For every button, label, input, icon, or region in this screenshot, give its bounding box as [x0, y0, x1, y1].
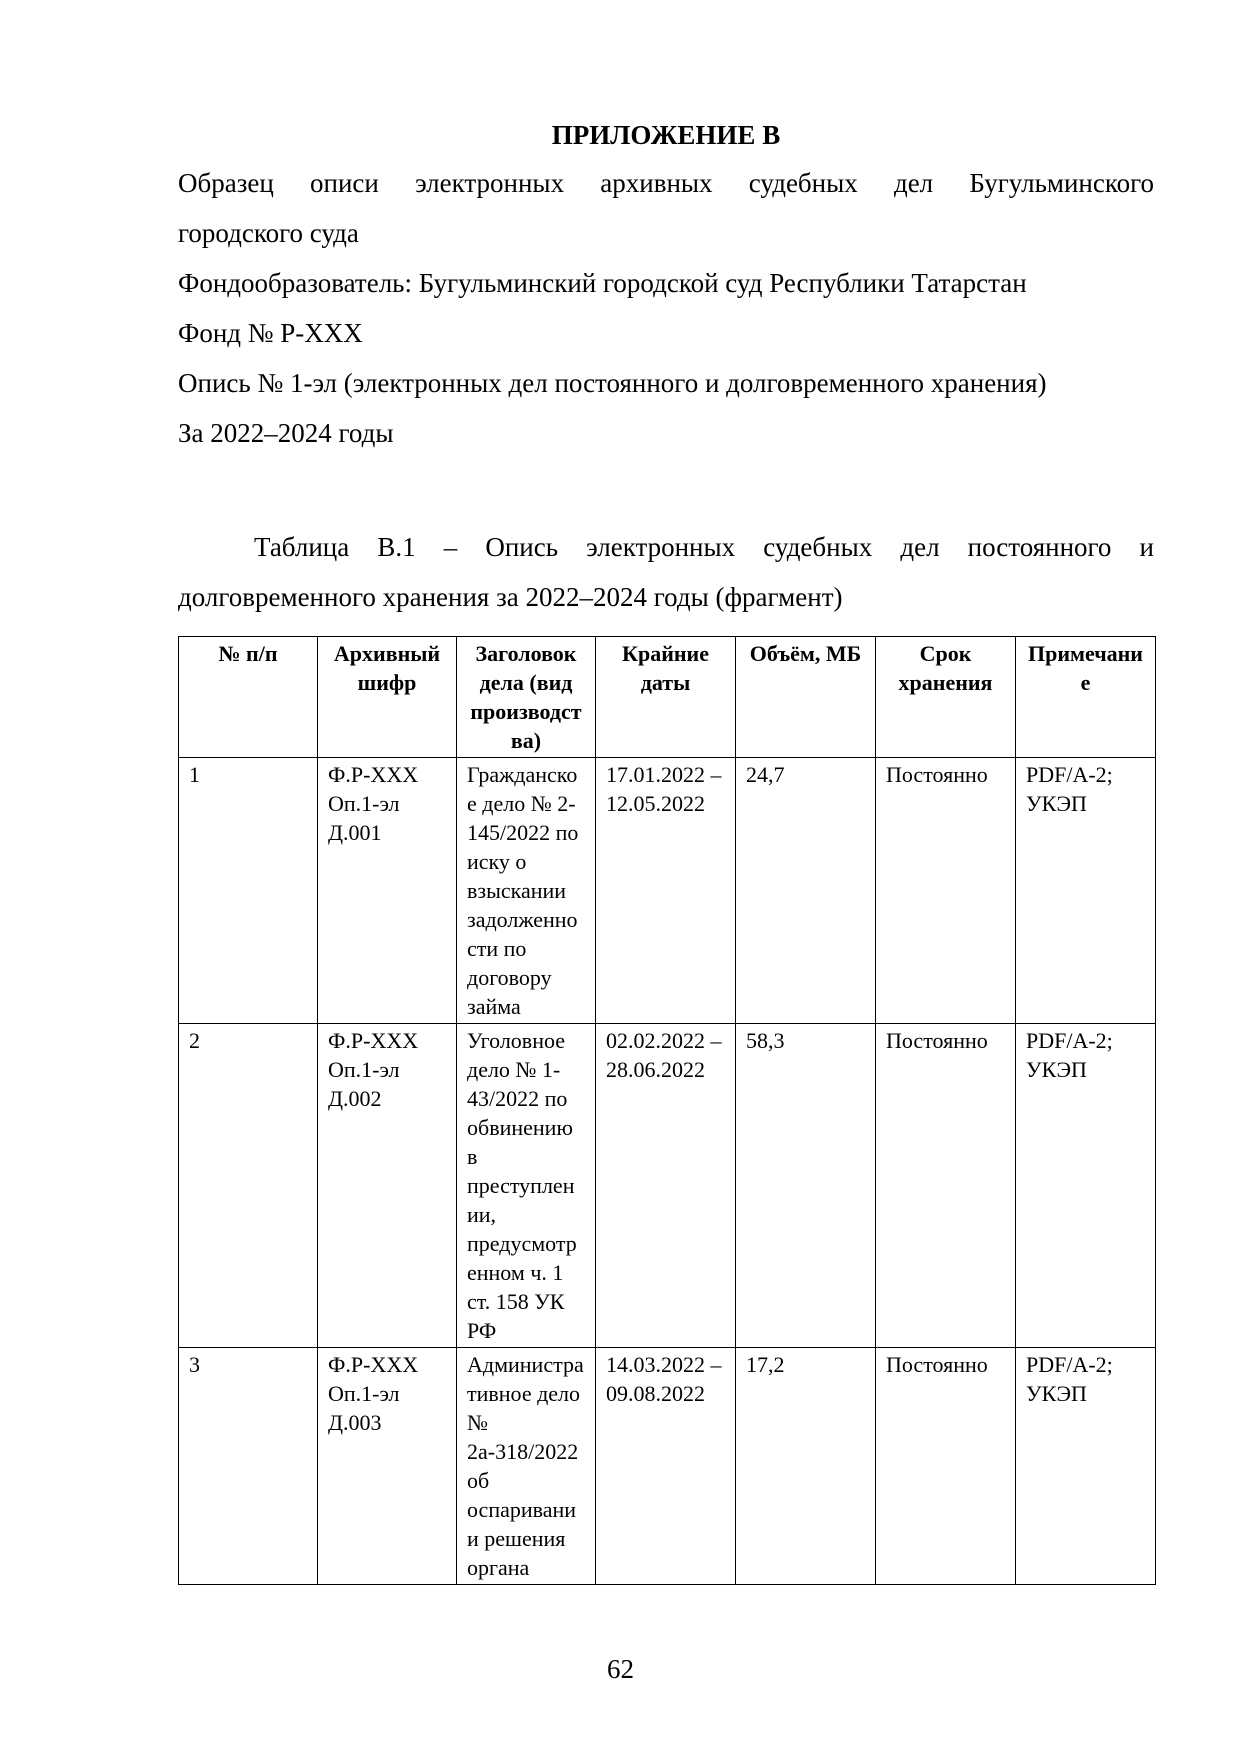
cell-note: PDF/A-2; УКЭП [1016, 1024, 1156, 1348]
cell-dates: 14.03.2022 – 09.08.2022 [596, 1348, 736, 1585]
cell-note: PDF/A-2; УКЭП [1016, 758, 1156, 1024]
header-cell-number: № п/п [179, 637, 318, 758]
inventory-line: Опись № 1-эл (электронных дел постоянного и долговременного хранения) [178, 368, 1047, 398]
intro-line-2: городского суда [178, 218, 359, 248]
years-line: За 2022–2024 годы [178, 418, 394, 448]
header-cell-case-title: Заголовок дела (вид производства) [457, 637, 596, 758]
header-cell-storage-term: Срок хранения [876, 637, 1016, 758]
header-cell-archive-code: Архивный шифр [318, 637, 457, 758]
cell-note: PDF/A-2; УКЭП [1016, 1348, 1156, 1585]
cell-number: 1 [179, 758, 318, 1024]
cell-case-title: Уголовное дело № 1-43/2022 по обвинению в преступлении, предусмотренном ч. 1 ст. 158 УК РФ [457, 1024, 596, 1348]
table-caption-line-1: Таблица В.1 – Опись электронных судебных дел постоянного и [254, 532, 1154, 562]
cell-archive-code: Ф.Р-XXX Оп.1-эл Д.002 [318, 1024, 457, 1348]
table-caption-line-2: долговременного хранения за 2022–2024 годы (фрагмент) [178, 582, 843, 612]
cell-number: 3 [179, 1348, 318, 1585]
cell-volume: 17,2 [736, 1348, 876, 1585]
fund-creator-line: Фондообразователь: Бугульминский городской суд Республики Татарстан [178, 268, 1027, 298]
intro-paragraph [178, 158, 1154, 258]
cell-case-title: Гражданское дело № 2-145/2022 по иску о взыскании задолженности по договору займа [457, 758, 596, 1024]
cell-volume: 58,3 [736, 1024, 876, 1348]
table-row [179, 758, 1156, 1024]
page-number: 62 [607, 1654, 634, 1684]
cell-storage-term: Постоянно [876, 758, 1016, 1024]
cell-dates: 02.02.2022 – 28.06.2022 [596, 1024, 736, 1348]
cell-volume: 24,7 [736, 758, 876, 1024]
cell-number: 2 [179, 1024, 318, 1348]
cell-storage-term: Постоянно [876, 1348, 1016, 1585]
fund-line: Фонд № Р-XXX [178, 318, 363, 348]
cell-storage-term: Постоянно [876, 1024, 1016, 1348]
intro-line-1: Образец описи электронных архивных судебных дел Бугульминского [178, 168, 1154, 198]
cell-archive-code: Ф.Р-XXX Оп.1-эл Д.003 [318, 1348, 457, 1585]
header-cell-volume: Объём, МБ [736, 637, 876, 758]
table-row [179, 1348, 1156, 1585]
appendix-heading: ПРИЛОЖЕНИЕ В [551, 120, 781, 150]
header-cell-dates: Крайние даты [596, 637, 736, 758]
cell-archive-code: Ф.Р-XXX Оп.1-эл Д.001 [318, 758, 457, 1024]
cell-dates: 17.01.2022 – 12.05.2022 [596, 758, 736, 1024]
header-cell-note: Примечание [1016, 637, 1156, 758]
table-header-row [179, 637, 1156, 758]
table-caption [178, 522, 1154, 622]
inventory-table [178, 636, 1156, 1585]
table-row [179, 1024, 1156, 1348]
cell-case-title: Административное дело № 2а-318/2022 об оспаривании решения органа [457, 1348, 596, 1585]
